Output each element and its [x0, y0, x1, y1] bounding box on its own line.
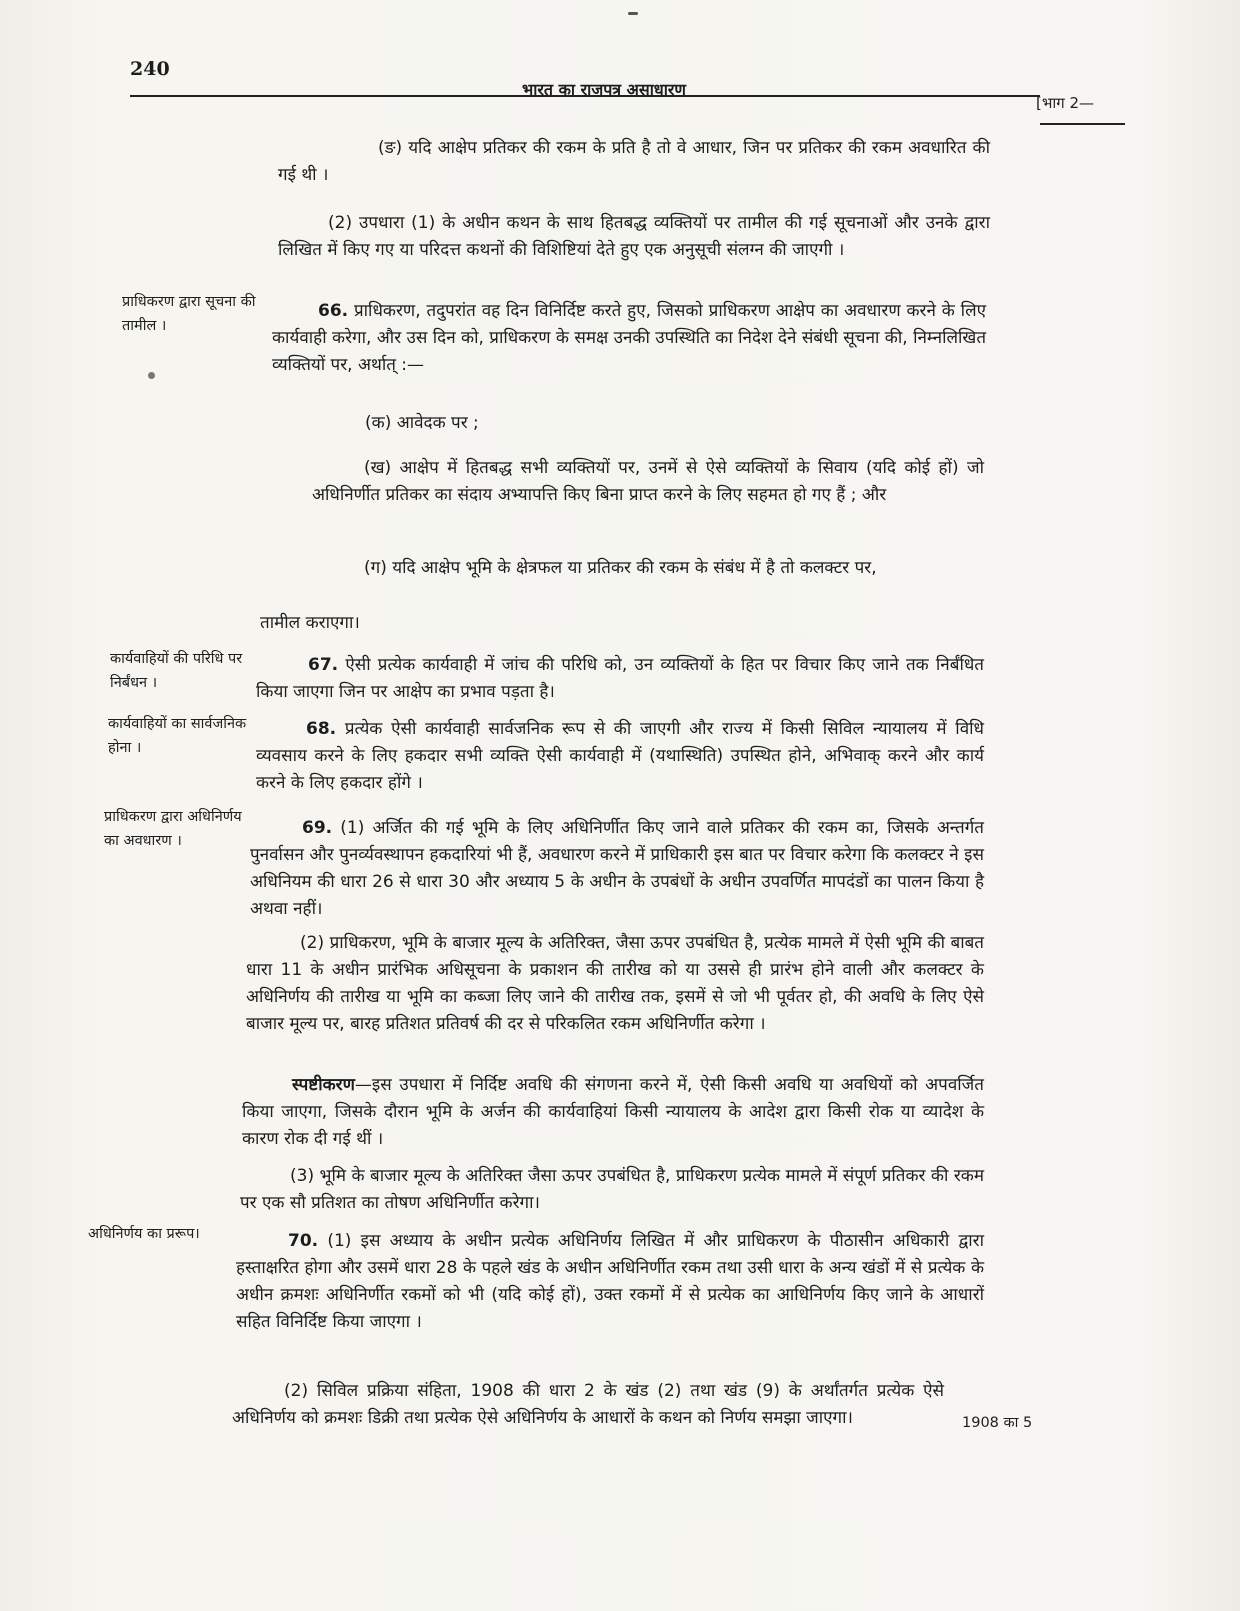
section-69-subsection-3: (3) भूमि के बाजार मूल्य के अतिरिक्त जैसा ऊपर उपबंधित है, प्राधिकरण प्रत्येक मामले में संपूर्ण प्रतिकर की रकम पर एक सौ प्रतिशत का तोषण अधिनिर्णीत करेगा।	[240, 1166, 984, 1213]
scan-smudge	[148, 372, 155, 379]
explanation-text: —इस उपधारा में निर्दिष्ट अवधि की संगणना करने में, ऐसी किसी अवधि या अवधियों को अपवर्जित किया जाएगा, जिसके दौरान भूमि के अर्जन की कार्यवाहियां किसी न्यायालय के आदेश द्वारा किसी रोक या व्यादेश के कारण रोक दी गई थीं ।	[242, 1075, 984, 1149]
section-68	[256, 716, 984, 797]
margin-note-s69: प्राधिकरण द्वारा अधिनिर्णय का अवधारण ।	[104, 809, 242, 849]
section-68-number: 68.	[306, 719, 337, 739]
section-69-subsection-2: (2) प्राधिकरण, भूमि के बाजार मूल्य के अतिरिक्त, जैसा ऊपर उपबंधित है, प्रत्येक मामले में ऐसी भूमि की बाबत धारा 11 के अधीन प्रारंभिक अधिसूचना के प्रकाशन की तारीख को या उससे ही प्रारंभ होने वाली और कलक्टर के अधिनिर्णय की तारीख या भूमि का कब्जा लिए जाने की तारीख तक, इसमें से जो भी पूर्वतर हो, की अवधि के लिए ऐसे बाजार मूल्य पर, बारह प्रतिशत प्रतिवर्ष की दर से परिकलित रकम अधिनिर्णीत करेगा ।	[246, 933, 984, 1034]
section-70-number: 70.	[288, 1231, 319, 1251]
section-69-text: (1) अर्जित की गई भूमि के लिए अधिनिर्णीत किए जाने वाले प्रतिकर की रकम का, जिसके अन्तर्गत पुनर्वासन और पुनर्व्यवस्थापन हकदारियां भी हैं, अवधारण करने में प्राधिकारी इस बात पर विचार करेगा कि कलक्टर ने इस अधिनियम की धारा 26 से धारा 30 और अध्याय 5 के अधीन के उपबंधों के अधीन उपवर्णित मापदंडों का पालन किया है अथवा नहीं।	[250, 818, 984, 919]
section-67	[256, 652, 984, 706]
header-rule	[130, 95, 1040, 97]
clause-ga: (ग) यदि आक्षेप भूमि के क्षेत्रफल या प्रतिकर की रकम के संबंध में है तो कलक्टर पर,	[364, 558, 877, 578]
explanation	[242, 1072, 984, 1153]
part-label: [भाग 2—	[1036, 94, 1095, 112]
section-66-text: प्राधिकरण, तदुपरांत वह दिन विनिर्दिष्ट करते हुए, जिसको प्राधिकरण आक्षेप का अवधारण करने के लिए कार्यवाही करेगा, और उस दिन को, प्राधिकरण के समक्ष उनकी उपस्थिति का निदेश देने संबंधी सूचना की, निम्नलिखित व्यक्तियों पर, अर्थात् :—	[272, 301, 987, 375]
section-67-text: ऐसी प्रत्येक कार्यवाही में जांच की परिधि को, उन व्यक्तियों के हित पर विचार किए जाने तक निर्बंधित किया जाएगा जिन पर आक्षेप का प्रभाव पड़ता है।	[256, 655, 984, 702]
section-66-closing: तामील कराएगा।	[260, 613, 360, 633]
section-66-number: 66.	[318, 301, 349, 321]
margin-note-s68: कार्यवाहियों का सार्वजनिक होना ।	[108, 716, 247, 756]
act-citation: 1908 का 5	[962, 1415, 1033, 1431]
section-70-subsection-2: (2) सिविल प्रक्रिया संहिता, 1908 की धारा 2 के खंड (2) तथा खंड (9) के अर्थांतर्गत प्रत्येक ऐसे अधिनिर्णय को क्रमशः डिक्री तथा प्रत्येक ऐसे अधिनिर्णय के आधारों के कथन को निर्णय समझा जाएगा।	[232, 1381, 944, 1428]
section-69	[250, 815, 984, 923]
section-70	[236, 1228, 984, 1336]
clause-kha: (ख) आक्षेप में हितबद्ध सभी व्यक्तियों पर, उनमें से ऐसे व्यक्तियों के सिवाय (यदि कोई हों) जो अधिनिर्णीत प्रतिकर का संदाय अभ्यापत्ति किए बिना प्राप्त करने के लिए सहमत हो गए हैं ; और	[312, 458, 984, 505]
subsection-2-schedule: (2) उपधारा (1) के अधीन कथन के साथ हितबद्ध व्यक्तियों पर तामील की गई सूचनाओं और उनके द्वारा लिखित में किए गए या परिदत्त कथनों की विशिष्टियां देते हुए एक अनुसूची संलग्न की जाएगी ।	[278, 213, 990, 260]
section-69-number: 69.	[302, 818, 333, 838]
explanation-heading: स्पष्टीकरण	[292, 1075, 355, 1095]
section-70-text: (1) इस अध्याय के अधीन प्रत्येक अधिनिर्णय लिखित में और प्राधिकरण के पीठासीन अधिकारी द्वारा हस्ताक्षरित होगा और उसमें धारा 28 के पहले खंड के अधीन अधिनिर्णीत रकम तथा उसी धारा के अन्य खंडों में से प्रत्येक के अधीन क्रमशः अधिनिर्णीत रकमों को भी (यदि कोई हों), उक्त रकमों में से प्रत्येक का आधिनिर्णय किए जाने के आधारों सहित विनिर्दिष्ट किया जाएगा ।	[236, 1231, 984, 1332]
part-rule	[1040, 123, 1125, 125]
running-title: भारत का राजपत्र असाधारण	[522, 80, 686, 99]
page-number: 240	[130, 58, 170, 80]
clause-ka: (क) आवेदक पर ;	[365, 413, 479, 433]
margin-note-s66: प्राधिकरण द्वारा सूचना की तामील ।	[122, 294, 256, 334]
margin-note-s67: कार्यवाहियों की परिधि पर निर्बंधन ।	[110, 651, 243, 691]
section-66	[272, 298, 986, 379]
section-67-number: 67.	[308, 655, 339, 675]
margin-note-s70: अधिनिर्णय का प्ररूप।	[88, 1226, 200, 1242]
section-68-text: प्रत्येक ऐसी कार्यवाही सार्वजनिक रूप से की जाएगी और राज्य में किसी सिविल न्यायालय में विधि व्यवसाय करने के लिए हकदार सभी व्यक्ति ऐसी कार्यवाही में (यथास्थिति) उपस्थित होने, अभिवाक् करने और कार्य करने के लिए हकदार होंगे ।	[256, 719, 984, 793]
clause-e: (ङ) यदि आक्षेप प्रतिकर की रकम के प्रति है तो वे आधार, जिन पर प्रतिकर की रकम अवधारित की गई थी ।	[278, 138, 990, 185]
scan-mark	[628, 12, 638, 15]
